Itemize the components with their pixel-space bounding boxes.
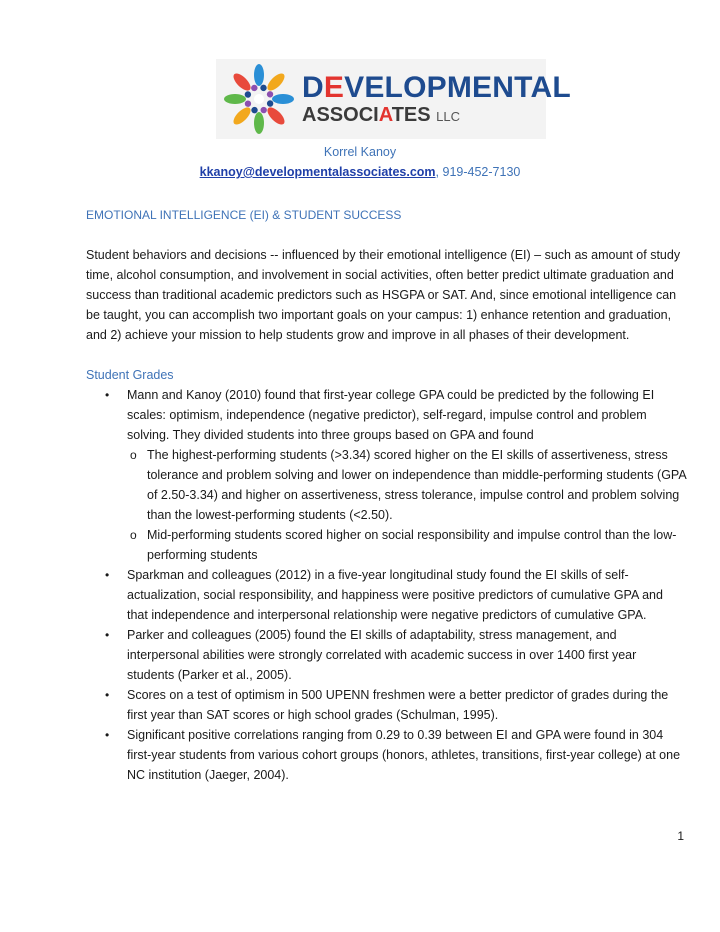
logo-letter: E (403, 104, 418, 126)
list-item (86, 625, 686, 685)
list-item-text: Scores on a test of optimism in 500 UPENN freshmen were a better predictor of grades during the first year than SAT scores or high school grades (Schulman, 1995). (127, 688, 669, 722)
bullet-marker: • (105, 628, 110, 642)
logo-letter: C (358, 104, 374, 126)
logo-letter: O (403, 71, 427, 104)
list-item (86, 725, 686, 785)
bullet-marker: • (105, 688, 110, 702)
logo-letter: A (378, 104, 392, 126)
logo-wordmark-associates (302, 104, 431, 126)
logo-letter: M (446, 71, 473, 104)
document-body (86, 205, 686, 785)
logo-letter: S (316, 104, 330, 126)
logo-letter: S (417, 104, 431, 126)
bullet-marker: • (105, 388, 110, 402)
company-logo (216, 59, 571, 139)
sub-list-item-text: Mid-performing students scored higher on social responsibility and impulse control than the low-performing students (147, 528, 677, 562)
sub-list-item-text: The highest-performing students (>3.34) scored higher on the EI skills of assertiveness, stress tolerance and problem solving and lower on independence than middle-performing students (GPA of 2.50-3.34) and higher on assertiveness, stress tolerance, impulse control and problem solving than the lowest-performing students (<2.50). (147, 448, 686, 522)
sub-list-item (127, 445, 686, 525)
logo-letter: L (552, 71, 571, 104)
list-item-text: Significant positive correlations ranging from 0.29 to 0.39 between EI and GPA were found in 304 first-year students from various cohort groups (honors, athletes, transitions, first-year college) at one NC institution (Jaeger, 2004). (127, 728, 681, 782)
list-item-text: Sparkman and colleagues (2012) in a five-year longitudinal study found the EI skills of self-actualization, social responsibility, and happiness were positive predictors of cumulative GPA and that independence and interpersonal relationship were negative predictors of cumulative GPA. (127, 568, 663, 622)
section-heading: Student Grades (86, 368, 174, 382)
logo-letter: P (426, 71, 447, 104)
sub-bullet-marker: o (130, 448, 137, 462)
list-item-text: Mann and Kanoy (2010) found that first-year college GPA could be predicted by the following EI scales: optimism, independence (negative predictor), self-regard, impulse control and problem solving. They divided students into three groups based on GPA and found (127, 388, 655, 442)
logo-letter: A (530, 71, 553, 104)
bullet-marker: • (105, 728, 110, 742)
logo-wordmark-bottom (302, 105, 571, 125)
contact-separator: , (435, 165, 440, 179)
bullet-marker: • (105, 568, 110, 582)
sub-bullet-list (127, 445, 686, 565)
bullet-list (86, 385, 686, 785)
list-item-text: Parker and colleagues (2005) found the EI skills of adaptability, stress management, and interpersonal abilities were strongly correlated with academic success in over 1400 first year students (Parker et al., 2005). (127, 628, 637, 682)
logo-letter: T (514, 71, 531, 104)
intro-paragraph: Student behaviors and decisions -- influenced by their emotional intelligence (EI) – such as amount of study time, alcohol consumption, and involvement in social activities, often better predict ultimate graduation and success than traditional academic predictors such as HSGPA or SAT. And, since emotional intelligence can be taught, you can accomplish two important goals on your campus: 1) enhance retention and graduation, and 2) achieve your mission to help students grow and improve in all phases of their development. (86, 248, 681, 342)
logo-wordmark-top (302, 73, 571, 103)
logo-wordmark-llc: LLC (436, 109, 461, 124)
logo-letter: L (384, 71, 404, 104)
list-item (86, 685, 686, 725)
list-item (86, 565, 686, 625)
logo-letter: T (391, 104, 404, 126)
list-item (86, 385, 686, 565)
contact-info (0, 165, 720, 179)
logo-letter: E (364, 71, 385, 104)
logo-letter: A (302, 104, 317, 126)
sub-list-item (127, 525, 686, 565)
contact-name: Korrel Kanoy (323, 145, 397, 159)
starburst-logo-icon (222, 62, 296, 136)
logo-letter: I (373, 104, 379, 126)
logo-letter: N (492, 71, 515, 104)
phone-number: 919-452-7130 (442, 165, 521, 179)
document-title: EMOTIONAL INTELLIGENCE (EI) & STUDENT SUCCESS (86, 208, 402, 222)
logo-letter: D (302, 71, 324, 104)
page-number: 1 (677, 829, 684, 843)
logo-letter: S (329, 104, 344, 126)
logo-letter: O (343, 104, 359, 126)
email-link[interactable]: kkanoy@developmentalassociates.com (199, 165, 436, 179)
logo-letter: E (472, 71, 493, 104)
sub-bullet-marker: o (130, 528, 137, 542)
logo-letter: V (344, 71, 365, 104)
logo-letter: E (323, 71, 345, 104)
